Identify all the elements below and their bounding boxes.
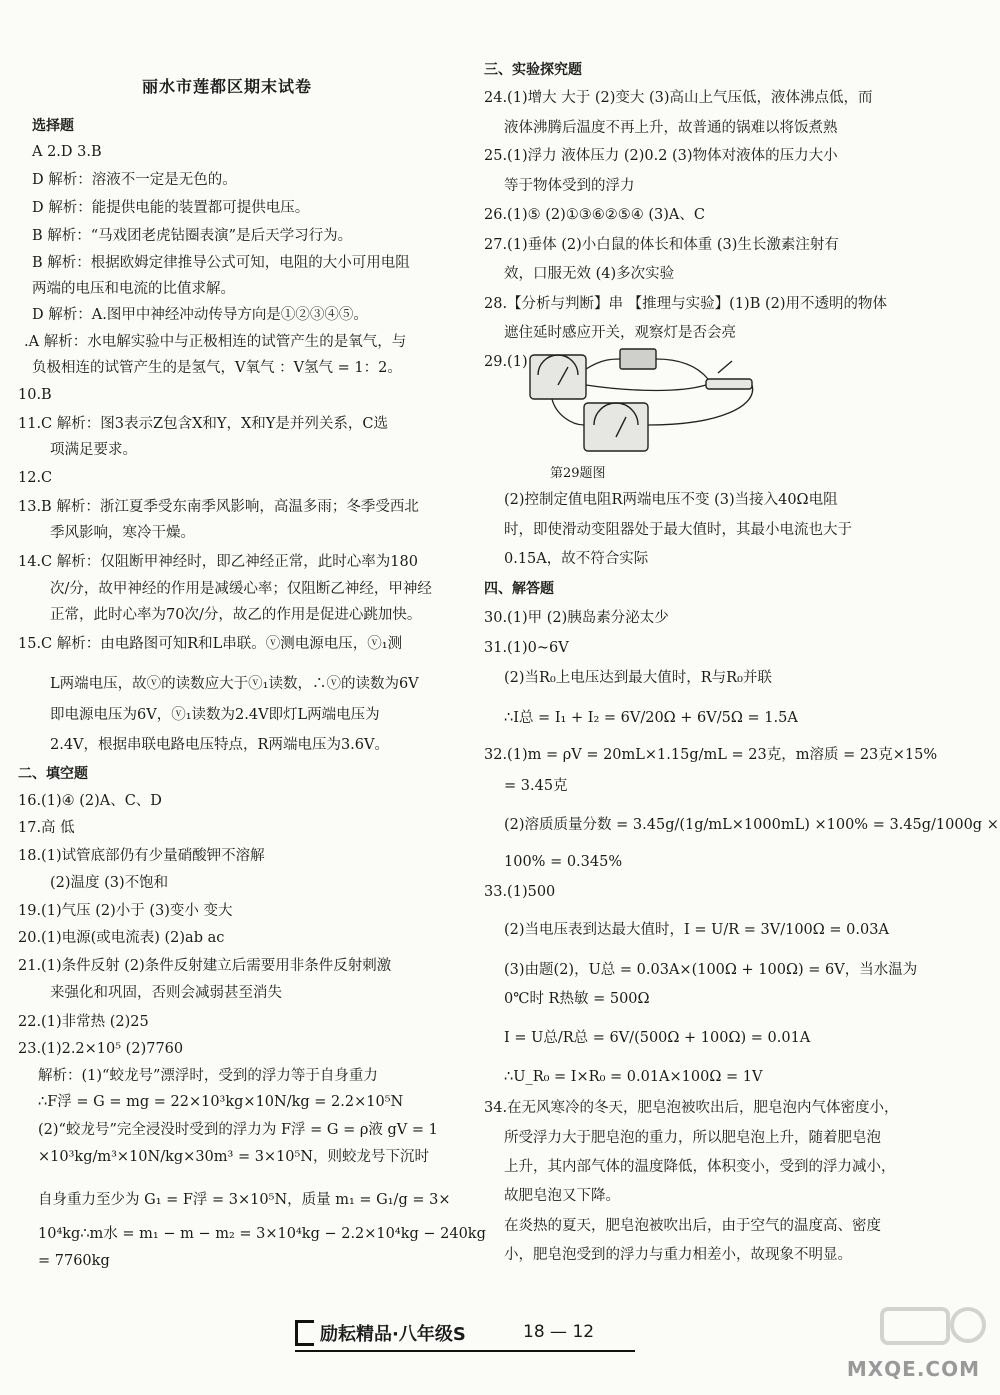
answer-line: 正常，此时心率为70次/分，故乙的作用是促进心跳加快。 [50,607,422,623]
answer-line: D 解析：能提供电能的装置都可提供电压。 [32,200,310,216]
answer-line: 21.(1)条件反射 (2)条件反射建立后需要用非条件反射刺激 [18,958,392,974]
answer-line: .A 解析：水电解实验中与正极相连的试管产生的是氧气，与 [24,334,407,350]
answer-line: 33.(1)500 [484,884,556,900]
footer-brand [295,1320,466,1346]
answer-line: 22.(1)非常热 (2)25 [18,1014,149,1030]
answer-line: 18.(1)试管底部仍有少量硝酸钾不溶解 [18,848,265,864]
answer-line: 时，即使滑动变阻器处于最大值时，其最小电流也大于 [504,522,852,538]
solution-line: 解析：(1)“蛟龙号”漂浮时，受到的浮力等于自身重力 [38,1068,378,1084]
footer-brand-text: 励耘精品·八年级S [320,1324,466,1345]
answer-line: 16.(1)④ (2)A、C、D [18,793,162,809]
answer-line: 效，口服无效 (4)多次实验 [504,266,675,282]
brand-mark-icon [295,1320,314,1346]
answer-line: (2)温度 (3)不饱和 [50,875,169,891]
answer-line: 24.(1)增大 大于 (2)变大 (3)高山上气压低，液体沸点低，而 [484,90,873,106]
solution-line: ×10³kg/m³×10N/kg×30m³ = 3×10⁵N，则蛟龙号下沉时 [38,1149,430,1165]
watermark-text: MXQE.COM [846,1357,980,1381]
answer-line: D 解析：溶液不一定是无色的。 [32,172,237,188]
answer-line: 28.【分析与判断】串 【推理与实验】(1)B (2)用不透明的物体 [484,296,888,312]
page-footer [295,1320,645,1348]
page-number: 18 — 12 [523,1322,595,1342]
answer-line: 30.(1)甲 (2)胰岛素分泌太少 [484,610,669,626]
answer-line: 次/分，故甲神经的作用是减缓心率；仅阻断乙神经，甲神经 [50,581,432,597]
answer-line: 等于物体受到的浮力 [504,178,635,194]
answer-line: 23.(1)2.2×10⁵ (2)7760 [18,1041,184,1057]
answer-line: 32.(1)m = ρV = 20mL×1.15g/mL = 23克，m溶质 = 23克×15% [484,747,938,763]
answer-line: 故肥皂泡又下降。 [504,1188,620,1204]
section-heading-fill: 二、填空题 [18,766,88,782]
formula-line: I = U总/R总 = 6V/(500Ω + 100Ω) = 0.01A [504,1030,811,1046]
solution-line: (2)“蛟龙号”完全浸没时受到的浮力为 F浮 = G = ρ液 gV = 1 [38,1122,438,1138]
answer-line: B 解析：“马戏团老虎钻圈表演”是后天学习行为。 [32,228,353,244]
answer-line: 10.B [18,387,52,403]
answer-line: 19.(1)气压 (2)小于 (3)变小 变大 [18,903,233,919]
solution-line: = 7760kg [38,1253,110,1269]
answer-line: 0℃时 R热敏 = 500Ω [504,991,650,1007]
answer-line: 负极相连的试管产生的是氢气，V氧气 ：V氢气 = 1：2。 [32,360,402,376]
answer-line: 小，肥皂泡受到的浮力与重力相差小，故现象不明显。 [504,1247,852,1263]
answer-line: 上升，其内部气体的温度降低，体积变小，受到的浮力减小， [504,1159,896,1175]
answer-line: (2)控制定值电阻R两端电压不变 (3)当接入40Ω电阻 [504,492,838,508]
formula-line: ∴U_R₀ = I×R₀ = 0.01A×100Ω = 1V [504,1069,763,1085]
answer-line: 11.C 解析：图3表示Z包含X和Y，X和Y是并列关系，C选 [18,416,388,432]
answer-line: 27.(1)垂体 (2)小白鼠的体长和体重 (3)生长激素注射有 [484,237,839,253]
footer-rule [295,1350,635,1352]
figure-caption: 第29题图 [550,466,606,481]
answer-line: 0.15A，故不符合实际 [504,551,649,567]
answer-line: 14.C 解析：仅阻断甲神经时，即乙神经正常，此时心率为180 [18,554,418,570]
section-heading-experiment: 三、实验探究题 [484,62,582,78]
answer-line: = 3.45克 [504,778,568,794]
answer-line: 13.B 解析：浙江夏季受东南季风影响，高温多雨；冬季受西北 [18,499,419,515]
section-heading-solution: 四、解答题 [484,581,554,597]
answer-line: 项满足要求。 [50,442,137,458]
solution-line: ∴F浮 = G = mg = 22×10³kg×10N/kg = 2.2×10⁵N [38,1094,404,1110]
answer-line: 即电源电压为6V，ⓥ₁读数为2.4V即灯L两端电压为 [50,707,380,723]
answer-line: 所受浮力大于肥皂泡的重力，所以肥皂泡上升，随着肥皂泡 [504,1130,881,1146]
solution-line: 10⁴kg∴m水 = m₁ − m − m₂ = 3×10⁴kg − 2.2×10⁴kg − 240kg [38,1226,486,1242]
answer-line: 100% = 0.345% [504,854,623,870]
answer-line: 26.(1)⑤ (2)①③⑥②⑤④ (3)A、C [484,207,705,223]
answer-line: A 2.D 3.B [32,144,102,160]
answer-line: 25.(1)浮力 液体压力 (2)0.2 (3)物体对液体的压力大小 [484,148,838,164]
answer-line: 两端的电压和电流的比值求解。 [32,281,235,297]
answer-line: B 解析：根据欧姆定律推导公式可知，电阻的大小可用电阻 [32,255,410,271]
answer-line: 31.(1)0~6V [484,640,569,656]
section-heading-choice: 选择题 [32,118,74,134]
answer-line: 液体沸腾后温度不再上升，故普通的锅难以将饭煮熟 [504,120,838,136]
formula-line: (2)溶质质量分数 = 3.45g/(1g/mL×1000mL) ×100% = 3.45g/1000g × [504,817,999,833]
formula-line: (2)当电压表到达最大值时，I = U/R = 3V/100Ω = 0.03A [504,922,889,938]
solution-line: 自身重力至少为 G₁ = F浮 = 3×10⁵N，质量 m₁ = G₁/g = 3× [38,1192,451,1208]
circuit-figure [522,345,762,457]
answer-line: 29.(1) [484,354,528,370]
answer-line: 2.4V，根据串联电路电压特点，R两端电压为3.6V。 [50,737,389,753]
answer-line: 来强化和巩固，否则会减弱甚至消失 [50,985,282,1001]
answer-line: L两端电压，故ⓥ的读数应大于ⓥ₁读数，∴ⓥ的读数为6V [50,676,419,692]
page-title: 丽水市莲都区期末试卷 [142,77,313,96]
answer-line: 34.在无风寒冷的冬天，肥皂泡被吹出后，肥皂泡内气体密度小， [484,1100,899,1116]
formula-line: ∴I总 = I₁ + I₂ = 6V/20Ω + 6V/5Ω = 1.5A [504,710,798,726]
answer-line: 季风影响，寒冷干燥。 [50,525,195,541]
answer-line: (3)由题(2)，U总 = 0.03A×(100Ω + 100Ω) = 6V，当水温为 [504,962,918,978]
answer-line: 在炎热的夏天，肥皂泡被吹出后，由于空气的温度高、密度 [504,1218,881,1234]
answer-line: (2)当R₀上电压达到最大值时，R与R₀并联 [504,670,772,686]
answer-line: 20.(1)电源(或电流表) (2)ab ac [18,930,225,946]
answer-line: 12.C [18,470,53,486]
answer-line: D 解析：A.图甲中神经冲动传导方向是①②③④⑤。 [32,307,368,323]
answer-line: 15.C 解析：由电路图可知R和L串联。ⓥ测电源电压，ⓥ₁测 [18,636,403,652]
answer-line: 遮住延时感应开关，观察灯是否会亮 [504,325,736,341]
answer-line: 17.高 低 [18,820,75,836]
